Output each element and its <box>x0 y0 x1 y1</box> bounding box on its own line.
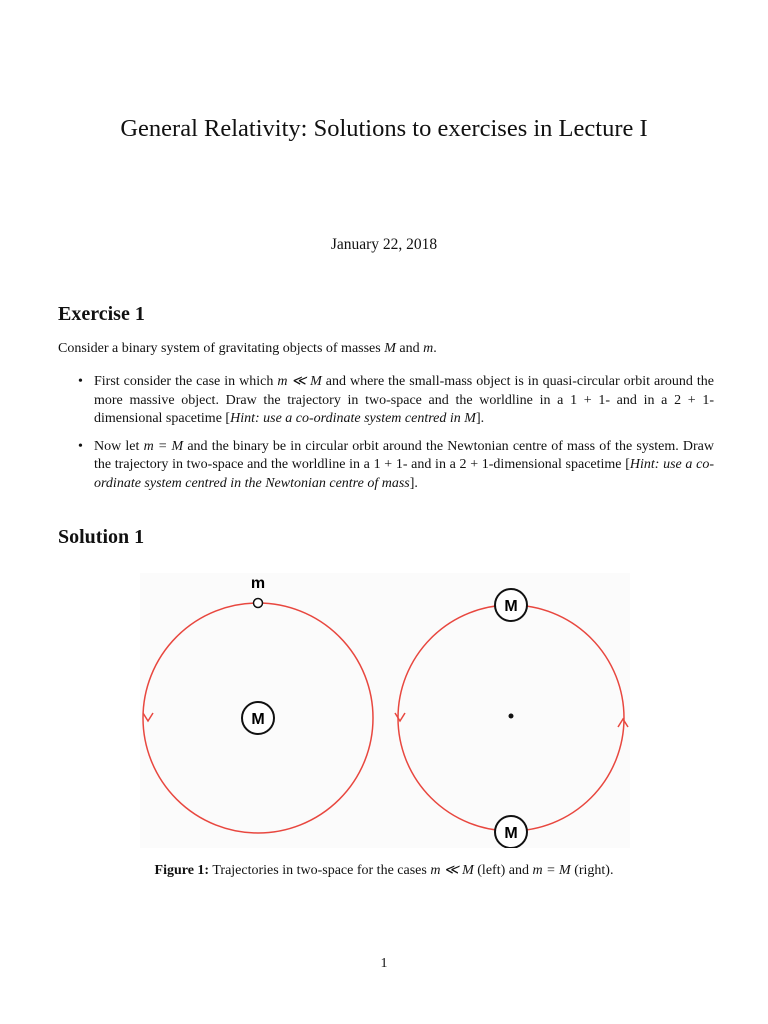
centre-of-mass-dot <box>509 714 514 719</box>
document-date: January 22, 2018 <box>330 236 438 253</box>
bullet1-text3: ]. <box>475 411 485 426</box>
intro-and: and <box>395 341 424 356</box>
caption-text2: (left) and <box>473 863 533 878</box>
bullet2-hint: Hint: use a co-ordinate system centred in the Newtonian centre of mass <box>94 457 714 491</box>
small-mass-label: m <box>250 575 266 592</box>
bullet2-text3: ]. <box>409 475 418 491</box>
caption-text3: (right). <box>570 863 614 878</box>
bullet1-text2: and where the small-mass object is in quasi-circular orbit around the more massive object. Draw the trajectory in two-space and the worldline in a 1 + 1- and in a 2 + 1-dimensional spacetime [ <box>94 374 715 426</box>
orbit-diagram <box>140 573 630 848</box>
left-orbit-arrow <box>143 713 153 721</box>
page-number: 1 <box>380 956 388 971</box>
caption-relation1: m ≪ M <box>430 863 474 878</box>
intro-mass-m: m <box>423 341 434 356</box>
caption-relation2: m = M <box>532 863 571 878</box>
document-title: General Relativity: Solutions to exercises in Lecture I <box>120 115 648 142</box>
bullet1-text1: First consider the case in which <box>94 374 278 389</box>
right-top-mass-label: M <box>504 598 518 615</box>
bullet-dot: • <box>78 438 83 454</box>
bullet2-text2: and the binary be in circular orbit around the Newtonian centre of mass of the system. Draw the trajectory in two-space and the worldline in a 1 + 1- and in a 2 + 1-dimensional spacetime [ <box>94 438 714 472</box>
solution-heading: Solution 1 <box>58 526 145 548</box>
exercise-bullet-list <box>74 373 714 502</box>
bullet1-relation: m ≪ M <box>277 374 322 389</box>
intro-text: Consider a binary system of gravitating objects of masses <box>58 341 385 356</box>
intro-end: . <box>433 341 437 356</box>
right-bottom-mass-label: M <box>504 825 518 842</box>
figure-orbits <box>140 573 630 848</box>
bullet1-hint: Hint: use a co-ordinate system centred in M <box>230 411 476 426</box>
exercise-heading: Exercise 1 <box>58 303 145 325</box>
exercise-bullet-1 <box>74 373 714 429</box>
intro-mass-M: M <box>384 341 396 356</box>
caption-text1: Trajectories in two-space for the cases <box>209 863 431 878</box>
caption-label: Figure 1: <box>154 863 210 878</box>
bullet-dot: • <box>78 374 83 389</box>
small-mass-marker <box>254 599 263 608</box>
bullet2-relation: m = M <box>143 438 184 454</box>
exercise-bullet-2 <box>74 438 714 494</box>
exercise-intro <box>58 341 437 357</box>
figure-caption <box>0 862 768 879</box>
bullet2-text1: Now let <box>94 438 144 454</box>
left-central-mass-label: M <box>251 711 265 728</box>
right-orbit-arrow-left <box>395 713 405 721</box>
